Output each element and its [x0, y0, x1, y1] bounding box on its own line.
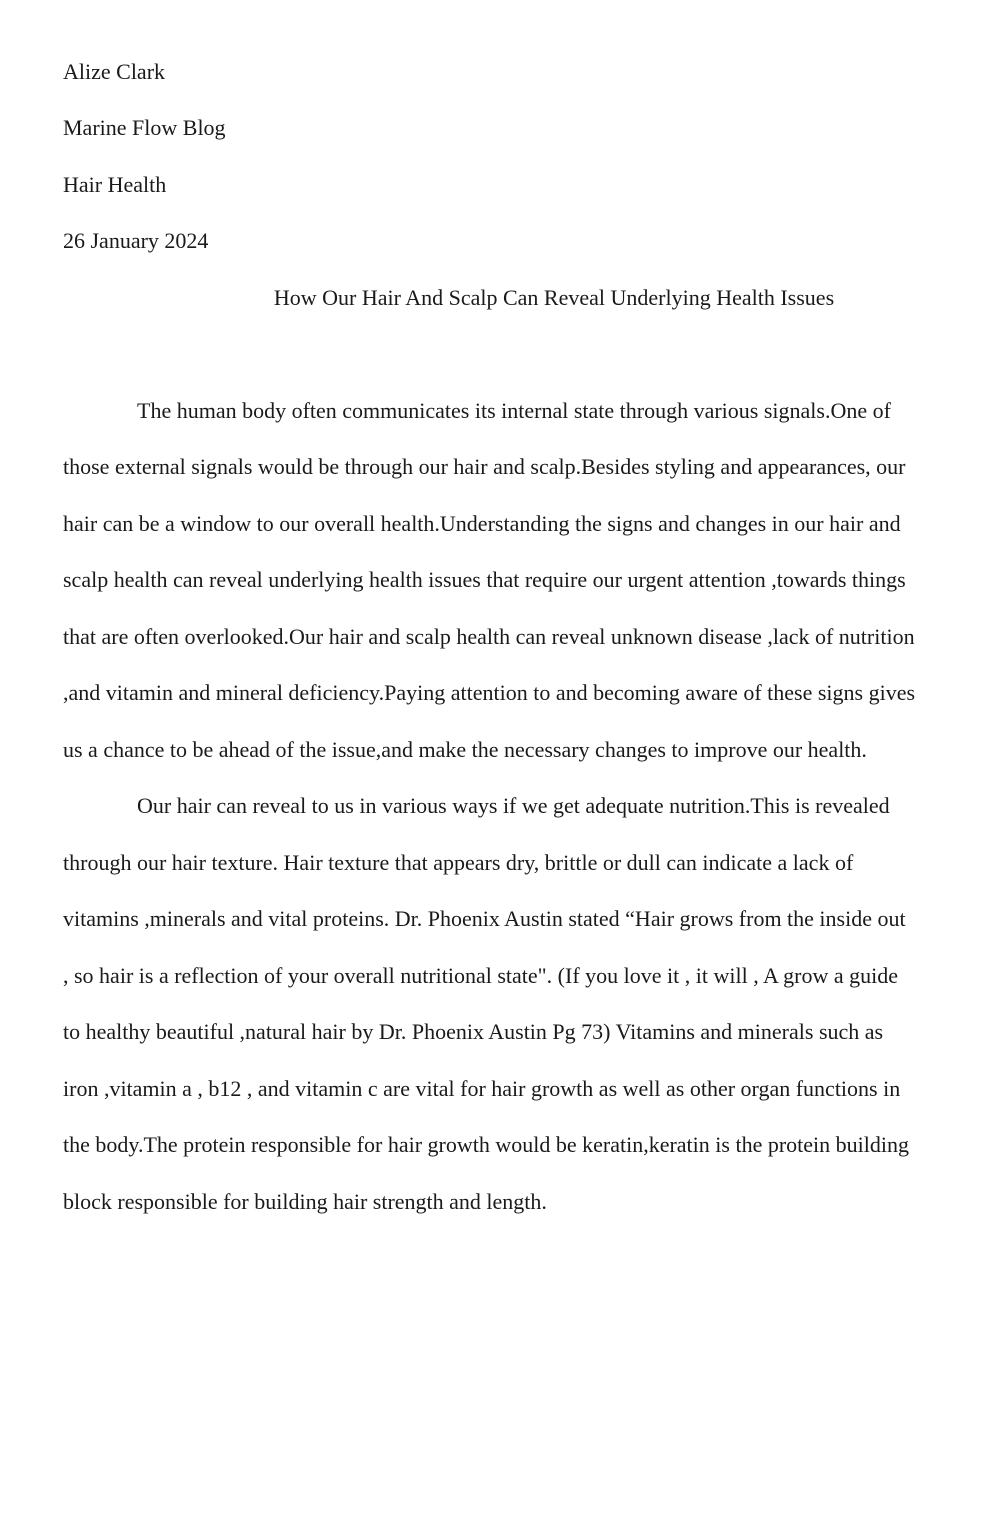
paragraph-line: the body.The protein responsible for hair growth would be keratin,keratin is the protein building — [63, 1132, 909, 1157]
paragraph-line: scalp health can reveal underlying health issues that require our urgent attention ,towards things — [63, 567, 906, 592]
author-name: Alize Clark — [63, 59, 166, 84]
paragraph-line: block responsible for building hair strength and length. — [63, 1189, 547, 1214]
paragraph-line: The human body often communicates its internal state through various signals.One of — [137, 398, 891, 423]
paragraph-line: vitamins ,minerals and vital proteins. Dr. Phoenix Austin stated “Hair grows from the inside out — [63, 906, 906, 931]
publish-date: 26 January 2024 — [63, 228, 209, 253]
paragraph-line: , so hair is a reflection of your overall nutritional state". (If you love it , it will , A grow a guide — [63, 963, 899, 988]
paragraph-line: hair can be a window to our overall health.Understanding the signs and changes in our hair and — [63, 511, 901, 536]
category-label: Hair Health — [63, 172, 167, 197]
paragraph-line: ,and vitamin and mineral deficiency.Paying attention to and becoming aware of these signs gives — [63, 680, 916, 705]
paragraph-line: through our hair texture. Hair texture that appears dry, brittle or dull can indicate a lack of — [63, 850, 854, 875]
paragraph-line: Our hair can reveal to us in various ways if we get adequate nutrition.This is revealed — [137, 793, 890, 818]
paragraph-line: us a chance to be ahead of the issue,and make the necessary changes to improve our health. — [63, 737, 867, 762]
paragraph-line: to healthy beautiful ,natural hair by Dr. Phoenix Austin Pg 73) Vitamins and minerals such as — [63, 1019, 884, 1044]
publication-name: Marine Flow Blog — [63, 115, 226, 140]
paragraph-line: iron ,vitamin a , b12 , and vitamin c are vital for hair growth as well as other organ functions in — [63, 1076, 901, 1101]
document-title: How Our Hair And Scalp Can Reveal Underlying Health Issues — [273, 285, 835, 310]
paragraph-line: that are often overlooked.Our hair and scalp health can reveal unknown disease ,lack of nutrition — [63, 624, 915, 649]
paragraph-line: those external signals would be through our hair and scalp.Besides styling and appearances, our — [63, 454, 906, 479]
